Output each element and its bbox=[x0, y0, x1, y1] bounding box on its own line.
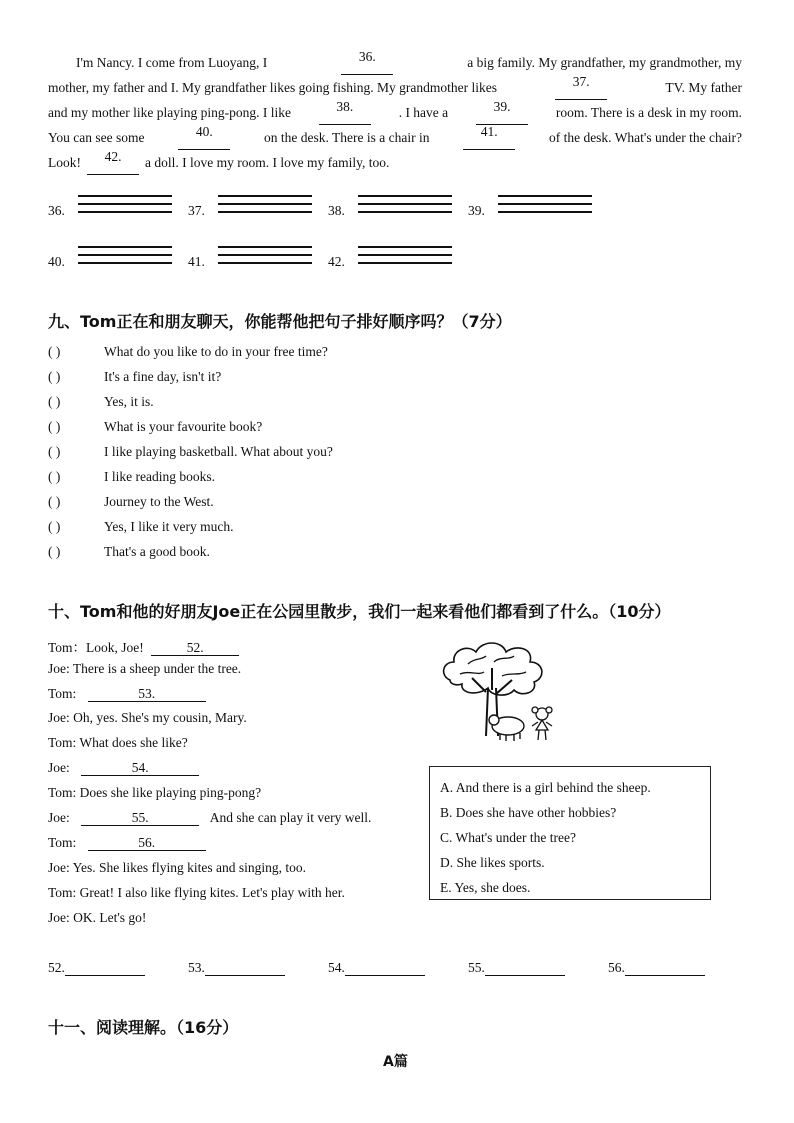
passage-text: of the desk. What's under the chair? bbox=[548, 130, 742, 145]
order-item[interactable] bbox=[48, 544, 210, 560]
dialogue-text: Joe: bbox=[48, 760, 74, 775]
answer-number: 39. bbox=[468, 203, 485, 218]
passage-text: on the desk. There is a chair in bbox=[264, 130, 430, 145]
writing-lines[interactable] bbox=[218, 246, 312, 270]
dialogue-line bbox=[48, 760, 199, 776]
answer-number: 41. bbox=[188, 254, 205, 269]
passage-text: Look! bbox=[48, 155, 81, 170]
order-sentence: Journey to the West. bbox=[104, 494, 214, 509]
answer-blank-53[interactable] bbox=[188, 960, 285, 976]
answer-number: 36. bbox=[48, 203, 65, 218]
dialogue-line bbox=[48, 810, 371, 826]
order-sentence: What do you like to do in your free time? bbox=[104, 344, 328, 359]
dialogue-line bbox=[48, 910, 146, 926]
dialogue-text: Tom: bbox=[48, 686, 80, 701]
answer-paren[interactable]: ( ) bbox=[48, 519, 61, 534]
passage-text: a big family. My grandfather, my grandmother, my bbox=[467, 55, 742, 70]
section11-subtitle: A篇 bbox=[383, 1054, 408, 1070]
answer-blank-52[interactable] bbox=[48, 960, 145, 976]
order-sentence: I like playing basketball. What about you? bbox=[104, 444, 333, 459]
answer-paren[interactable]: ( ) bbox=[48, 469, 61, 484]
order-item[interactable] bbox=[48, 519, 234, 535]
dialogue-text: Tom: Does she like playing ping-pong? bbox=[48, 785, 262, 800]
order-item[interactable] bbox=[48, 394, 154, 410]
writing-lines[interactable] bbox=[358, 246, 452, 270]
answer-paren[interactable]: ( ) bbox=[48, 344, 61, 359]
order-sentence: That's a good book. bbox=[104, 544, 210, 559]
blank-55[interactable]: 55. bbox=[81, 811, 199, 826]
passage-line bbox=[48, 50, 742, 75]
answer-number: 53. bbox=[188, 960, 205, 975]
answer-blank-55[interactable] bbox=[468, 960, 565, 976]
answer-number: 42. bbox=[328, 254, 345, 269]
answer-number: 56. bbox=[608, 960, 625, 975]
writing-lines[interactable] bbox=[78, 195, 172, 219]
passage-text: a doll. I love my room. I love my family, too. bbox=[145, 155, 390, 170]
passage-line bbox=[48, 125, 742, 150]
order-sentence: Yes, it is. bbox=[104, 394, 154, 409]
passage bbox=[48, 50, 742, 175]
blank-54[interactable]: 54. bbox=[81, 761, 199, 776]
dialogue-text: Joe: There is a sheep under the tree. bbox=[48, 661, 242, 676]
dialogue-line bbox=[48, 710, 247, 726]
order-sentence: What is your favourite book? bbox=[104, 419, 263, 434]
answer-blank-54[interactable] bbox=[328, 960, 425, 976]
order-item[interactable] bbox=[48, 419, 262, 435]
blank-56[interactable]: 56. bbox=[88, 836, 206, 851]
section11-title: 十一、阅读理解。（16分） bbox=[48, 1018, 239, 1037]
order-item[interactable] bbox=[48, 369, 221, 385]
dialogue-text: Joe: OK. Let's go! bbox=[48, 910, 147, 925]
blank-41[interactable]: 41. bbox=[463, 125, 515, 150]
dialogue-line bbox=[48, 735, 188, 751]
choice-item-b: B. Does she have other hobbies? bbox=[440, 805, 617, 820]
dialogue-line bbox=[48, 835, 206, 851]
section10-title: 十、Tom和他的好朋友Joe正在公园里散步，我们一起来看他们都看到了什么。（10分） bbox=[48, 602, 671, 621]
answer-underline[interactable] bbox=[65, 961, 145, 976]
answer-blank-56[interactable] bbox=[608, 960, 705, 976]
answer-number: 55. bbox=[468, 960, 485, 975]
blank-40[interactable]: 40. bbox=[178, 125, 230, 150]
order-sentence: It's a fine day, isn't it? bbox=[104, 369, 222, 384]
blank-37[interactable]: 37. bbox=[555, 75, 607, 100]
dialogue-text: Tom: What does she like? bbox=[48, 735, 188, 750]
answer-paren[interactable]: ( ) bbox=[48, 369, 61, 384]
dialogue-text: Tom：Look, Joe! bbox=[48, 640, 148, 655]
choices-box bbox=[429, 766, 711, 900]
order-item[interactable] bbox=[48, 494, 214, 510]
blank-36[interactable]: 36. bbox=[341, 50, 393, 75]
order-item[interactable] bbox=[48, 344, 328, 360]
answer-underline[interactable] bbox=[485, 961, 565, 976]
choice-item-c: C. What's under the tree? bbox=[440, 830, 577, 845]
answer-number: 52. bbox=[48, 960, 65, 975]
dialogue-line bbox=[48, 686, 206, 702]
passage-text: I'm Nancy. I come from Luoyang, I bbox=[76, 55, 268, 70]
passage-text: TV. My father bbox=[665, 80, 742, 95]
answer-number: 37. bbox=[188, 203, 205, 218]
answer-paren[interactable]: ( ) bbox=[48, 494, 61, 509]
dialogue-text: Joe: Oh, yes. She's my cousin, Mary. bbox=[48, 710, 247, 725]
dialogue-text: Tom: Great! I also like flying kites. Let's play with her. bbox=[48, 885, 345, 900]
choice-item-a: A. And there is a girl behind the sheep. bbox=[440, 780, 651, 795]
blank-52[interactable]: 52. bbox=[151, 641, 239, 656]
dialogue-line bbox=[48, 636, 239, 656]
order-item[interactable] bbox=[48, 469, 215, 485]
dialogue-line bbox=[48, 860, 306, 876]
order-item[interactable] bbox=[48, 444, 333, 460]
answer-paren[interactable]: ( ) bbox=[48, 444, 61, 459]
answer-underline[interactable] bbox=[625, 961, 705, 976]
passage-text: You can see some bbox=[48, 130, 145, 145]
tree-sheep-girl-illustration bbox=[438, 632, 562, 744]
dialogue-text: Tom: bbox=[48, 835, 80, 850]
dialogue-line bbox=[48, 885, 345, 901]
answer-underline[interactable] bbox=[205, 961, 285, 976]
choice-item-d: D. She likes sports. bbox=[440, 855, 545, 870]
writing-lines[interactable] bbox=[498, 195, 592, 219]
writing-lines[interactable] bbox=[78, 246, 172, 270]
answer-paren[interactable]: ( ) bbox=[48, 394, 61, 409]
dialogue-text: Joe: bbox=[48, 810, 74, 825]
section9-title: 九、Tom正在和朋友聊天，你能帮他把句子排好顺序吗？（7分） bbox=[48, 312, 512, 331]
passage-line bbox=[48, 150, 742, 175]
dialogue-text: And she can play it very well. bbox=[207, 810, 372, 825]
blank-39[interactable]: 39. bbox=[476, 100, 528, 125]
answer-number: 40. bbox=[48, 254, 65, 269]
dialogue-line bbox=[48, 785, 261, 801]
dialogue-line bbox=[48, 661, 241, 677]
blank-53[interactable]: 53. bbox=[88, 687, 206, 702]
blank-42[interactable]: 42. bbox=[87, 150, 139, 175]
writing-lines[interactable] bbox=[218, 195, 312, 219]
blank-38[interactable]: 38. bbox=[319, 100, 371, 125]
dialogue-text: Joe: Yes. She likes flying kites and singing, too. bbox=[48, 860, 307, 875]
answer-number: 38. bbox=[328, 203, 345, 218]
answer-paren[interactable]: ( ) bbox=[48, 544, 61, 559]
passage-text: . I have a bbox=[398, 105, 449, 120]
passage-line bbox=[48, 100, 742, 125]
answer-underline[interactable] bbox=[345, 961, 425, 976]
passage-text: mother, my father and I. My grandfather likes going fishing. My grandmother likes bbox=[48, 80, 497, 95]
answer-number: 54. bbox=[328, 960, 345, 975]
passage-text: room. There is a desk in my room. bbox=[555, 105, 742, 120]
passage-text: and my mother like playing ping-pong. I like bbox=[48, 105, 291, 120]
order-sentence: Yes, I like it very much. bbox=[104, 519, 234, 534]
answer-paren[interactable]: ( ) bbox=[48, 419, 61, 434]
order-sentence: I like reading books. bbox=[104, 469, 215, 484]
choice-item-e: E. Yes, she does. bbox=[440, 880, 531, 895]
writing-lines[interactable] bbox=[358, 195, 452, 219]
passage-line bbox=[48, 75, 742, 100]
